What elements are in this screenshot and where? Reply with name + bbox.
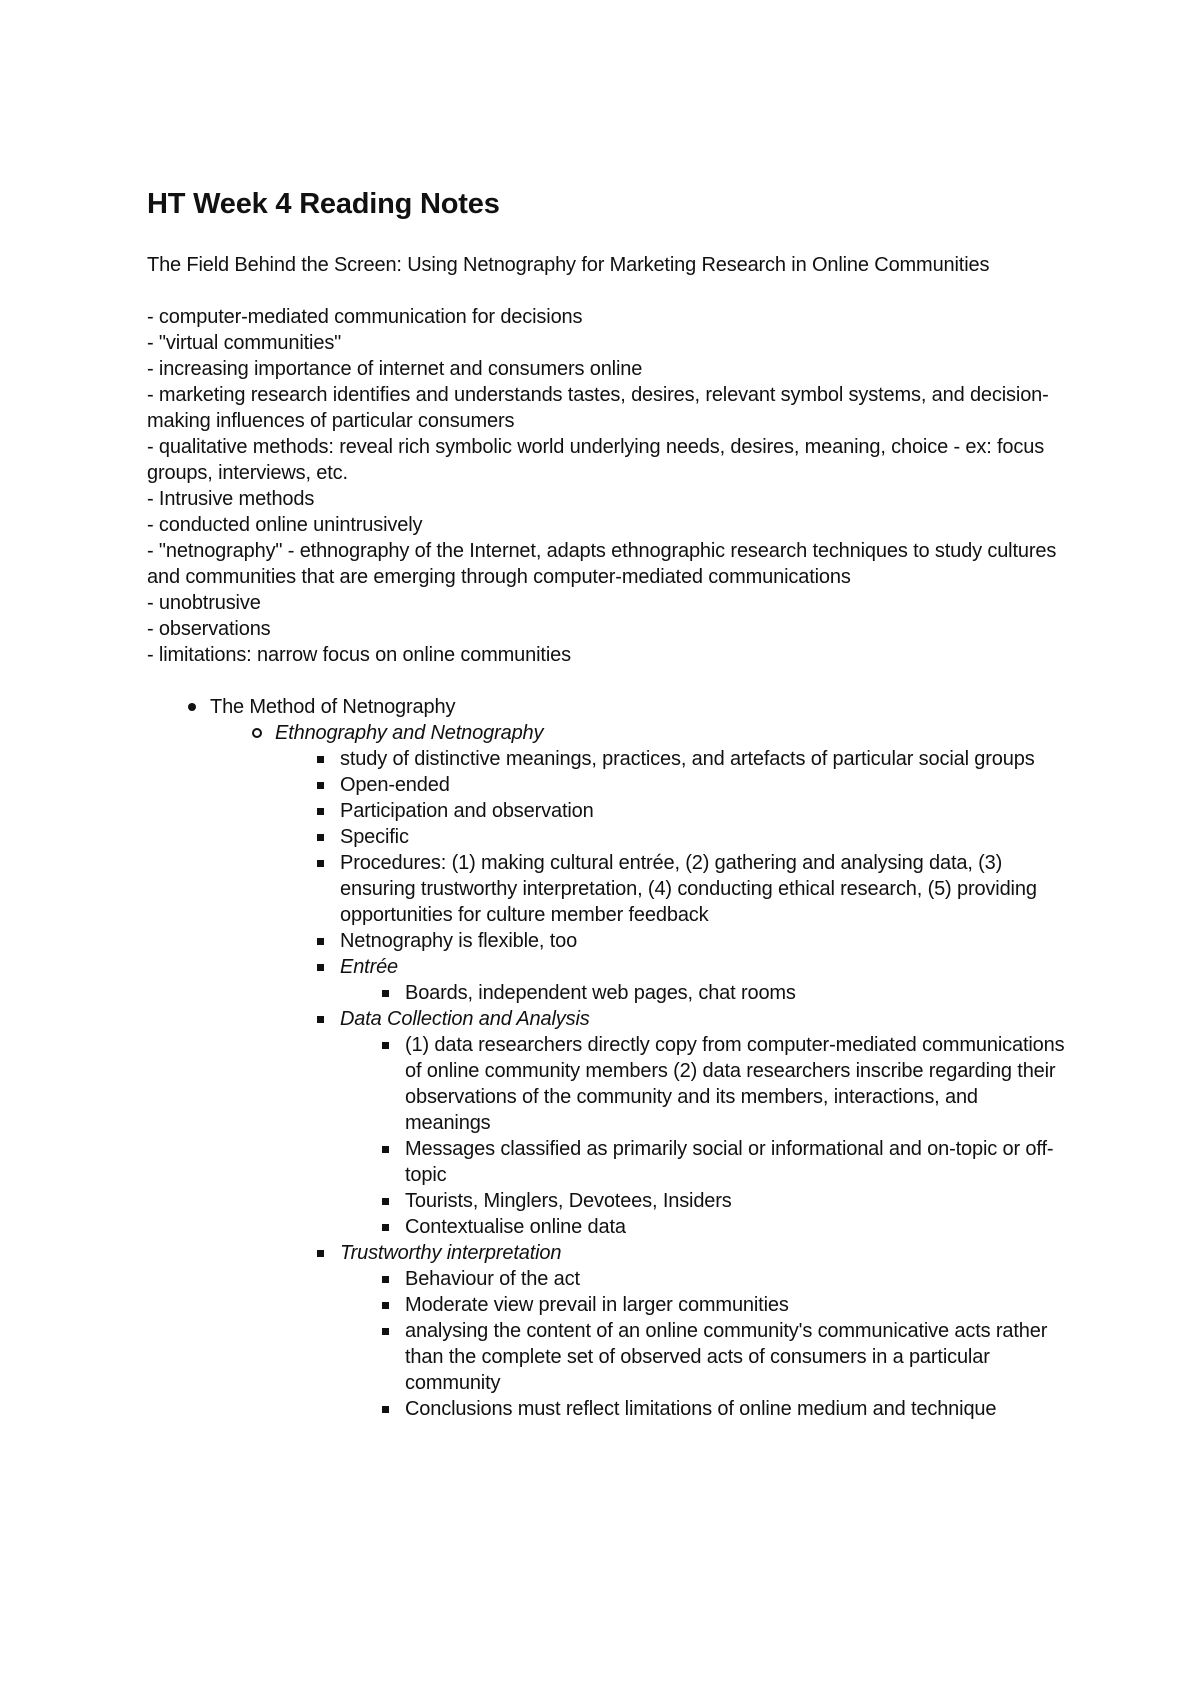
list-item: study of distinctive meanings, practices, and artefacts of particular social groups [147,746,1067,772]
dash-note: - qualitative methods: reveal rich symbolic world underlying needs, desires, meaning, choice - ex: focus groups, interviews, etc. [147,436,1045,484]
list-item: Open-ended [147,772,1067,798]
list-item: Boards, independent web pages, chat rooms [147,980,1067,1006]
list-item: Contextualise online data [147,1214,1067,1240]
list-item: Netnography is flexible, too [147,928,1067,954]
square-bullet-icon [382,1146,389,1153]
square-bullet-icon [382,1224,389,1231]
square-bullet-icon [382,1042,389,1049]
square-bullet-icon [382,1276,389,1283]
dash-note: - observations [147,618,271,640]
list-item: Participation and observation [147,798,1067,824]
square-bullet-icon [317,860,324,867]
dash-note: - Intrusive methods [147,488,315,510]
square-bullet-icon [317,1250,324,1257]
outline-item-ethnography-heading: Ethnography and Netnography [147,720,1067,746]
dash-note: - "netnography" - ethnography of the Internet, adapts ethnographic research techniques to study cultures and communities that are emerging through computer-mediated communications [147,540,1057,588]
square-bullet-icon [317,938,324,945]
dash-note: - conducted online unintrusively [147,514,423,536]
square-bullet-icon [382,1328,389,1335]
hollow-circle-bullet-icon [252,728,262,738]
list-item: Behaviour of the act [147,1266,1067,1292]
square-bullet-icon [382,1302,389,1309]
square-bullet-icon [382,1198,389,1205]
filled-circle-bullet-icon [188,703,196,711]
dash-notes [147,304,1067,668]
outline-item-method: The Method of Netnography [147,694,1067,720]
square-bullet-icon [317,1016,324,1023]
dash-note: - limitations: narrow focus on online communities [147,644,571,666]
outline-item-entree-heading: Entrée [147,954,1067,980]
square-bullet-icon [317,808,324,815]
list-item: Messages classified as primarily social or informational and on-topic or off-topic [147,1136,1067,1188]
square-bullet-icon [317,782,324,789]
square-bullet-icon [317,964,324,971]
reading-subtitle: The Field Behind the Screen: Using Netnography for Marketing Research in Online Communities [147,254,990,276]
dash-note: - computer-mediated communication for decisions [147,306,583,328]
list-item: (1) data researchers directly copy from computer-mediated communications of online community members (2) data researchers inscribe regarding their observations of the community and its members, interactions, and meanings [147,1032,1067,1136]
page-title: HT Week 4 Reading Notes [147,188,500,220]
square-bullet-icon [382,1406,389,1413]
square-bullet-icon [317,834,324,841]
list-item: Specific [147,824,1067,850]
outline-item-data-collection-heading: Data Collection and Analysis [147,1006,1067,1032]
list-item: Conclusions must reflect limitations of online medium and technique [147,1396,1067,1422]
dash-note: - unobtrusive [147,592,261,614]
document-page [147,182,1067,1422]
dash-note: - marketing research identifies and understands tastes, desires, relevant symbol systems, and decision-making influences of particular consumers [147,384,1049,432]
square-bullet-icon [317,756,324,763]
dash-note: - increasing importance of internet and consumers online [147,358,643,380]
list-item: Procedures: (1) making cultural entrée, (2) gathering and analysing data, (3) ensuring trustworthy interpretation, (4) conducting ethical research, (5) providing opportunities for culture member feedback [147,850,1067,928]
list-item: Moderate view prevail in larger communities [147,1292,1067,1318]
list-item: analysing the content of an online community's communicative acts rather than the complete set of observed acts of consumers in a particular community [147,1318,1067,1396]
outline-item-trustworthy-heading: Trustworthy interpretation [147,1240,1067,1266]
list-item: Tourists, Minglers, Devotees, Insiders [147,1188,1067,1214]
dash-note: - "virtual communities" [147,332,342,354]
square-bullet-icon [382,990,389,997]
outline-list [147,694,1067,1422]
